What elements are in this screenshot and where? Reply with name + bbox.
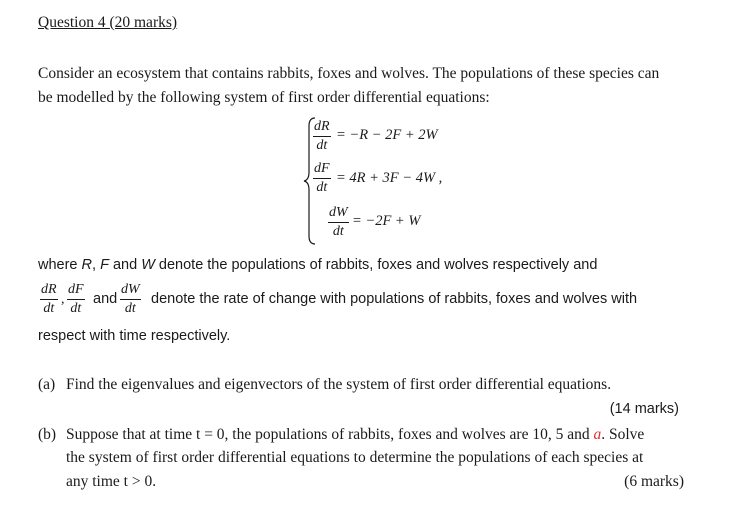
equation-3-rhs: = −2F + W — [352, 213, 421, 229]
inline-frac-dF — [67, 282, 85, 317]
and-word: and — [93, 291, 118, 307]
part-a-label: (a) — [38, 376, 56, 393]
part-a-text: Find the eigenvalues and eigenvectors of the system of first order differential equations. — [66, 376, 612, 393]
part-b-line-1-a: Suppose that at time t = 0, the populations of rabbits, foxes and wolves are 10, 5 and — [66, 426, 594, 443]
part-b-line-1 — [66, 426, 644, 444]
equation-2-rhs: = 4R + 3F − 4W , — [336, 170, 443, 186]
eq3-numerator: dW — [329, 205, 348, 220]
where-suffix: denote the populations of rabbits, foxes and wolves respectively and — [154, 257, 598, 273]
equation-1-derivative — [313, 119, 331, 154]
question-title: Question 4 (20 marks) — [38, 14, 178, 31]
frac3-den: dt — [124, 301, 136, 316]
inline-frac-dW — [120, 282, 141, 317]
where-comma: , — [92, 257, 101, 273]
frac1-num: dR — [41, 282, 57, 297]
var-R: R — [81, 257, 93, 273]
frac2-den: dt — [70, 301, 82, 316]
var-W: W — [141, 257, 155, 273]
equation-2-derivative — [313, 161, 331, 196]
equation-3-derivative — [328, 205, 349, 240]
where-prefix: where — [38, 257, 82, 273]
where-line-1 — [38, 257, 597, 273]
frac3-num: dW — [121, 282, 140, 297]
part-a-marks: (14 marks) — [609, 401, 679, 417]
var-a: a — [593, 426, 602, 443]
part-b-line-2: the system of first order differential equations to determine the populations of each species at — [66, 449, 644, 466]
intro-line-2: be modelled by the following system of first order differential equations: — [38, 89, 490, 106]
part-b-line-3: any time t > 0. — [66, 473, 157, 490]
where-and: and — [108, 257, 142, 273]
frac1-den: dt — [43, 301, 55, 316]
intro-line-1: Consider an ecosystem that contains rabbits, foxes and wolves. The populations of these species can — [38, 65, 660, 82]
eq2-denominator: dt — [316, 180, 328, 195]
var-F: F — [100, 257, 109, 273]
where-line-3: respect with time respectively. — [38, 328, 231, 344]
eq1-numerator: dR — [314, 119, 330, 134]
eq3-denominator: dt — [332, 224, 344, 239]
equation-1-rhs: = −R − 2F + 2W — [336, 127, 438, 143]
eq2-numerator: dF — [314, 161, 330, 176]
part-b-label: (b) — [38, 426, 57, 443]
part-b-marks: (6 marks) — [624, 473, 684, 490]
part-b-line-1-b: . Solve — [601, 426, 645, 443]
eq1-denominator: dt — [316, 138, 328, 153]
inline-frac-dR — [40, 282, 58, 317]
frac2-num: dF — [68, 282, 84, 297]
where-line-2: denote the rate of change with populations of rabbits, foxes and wolves with — [151, 291, 638, 307]
frac-separator: , — [61, 292, 65, 307]
